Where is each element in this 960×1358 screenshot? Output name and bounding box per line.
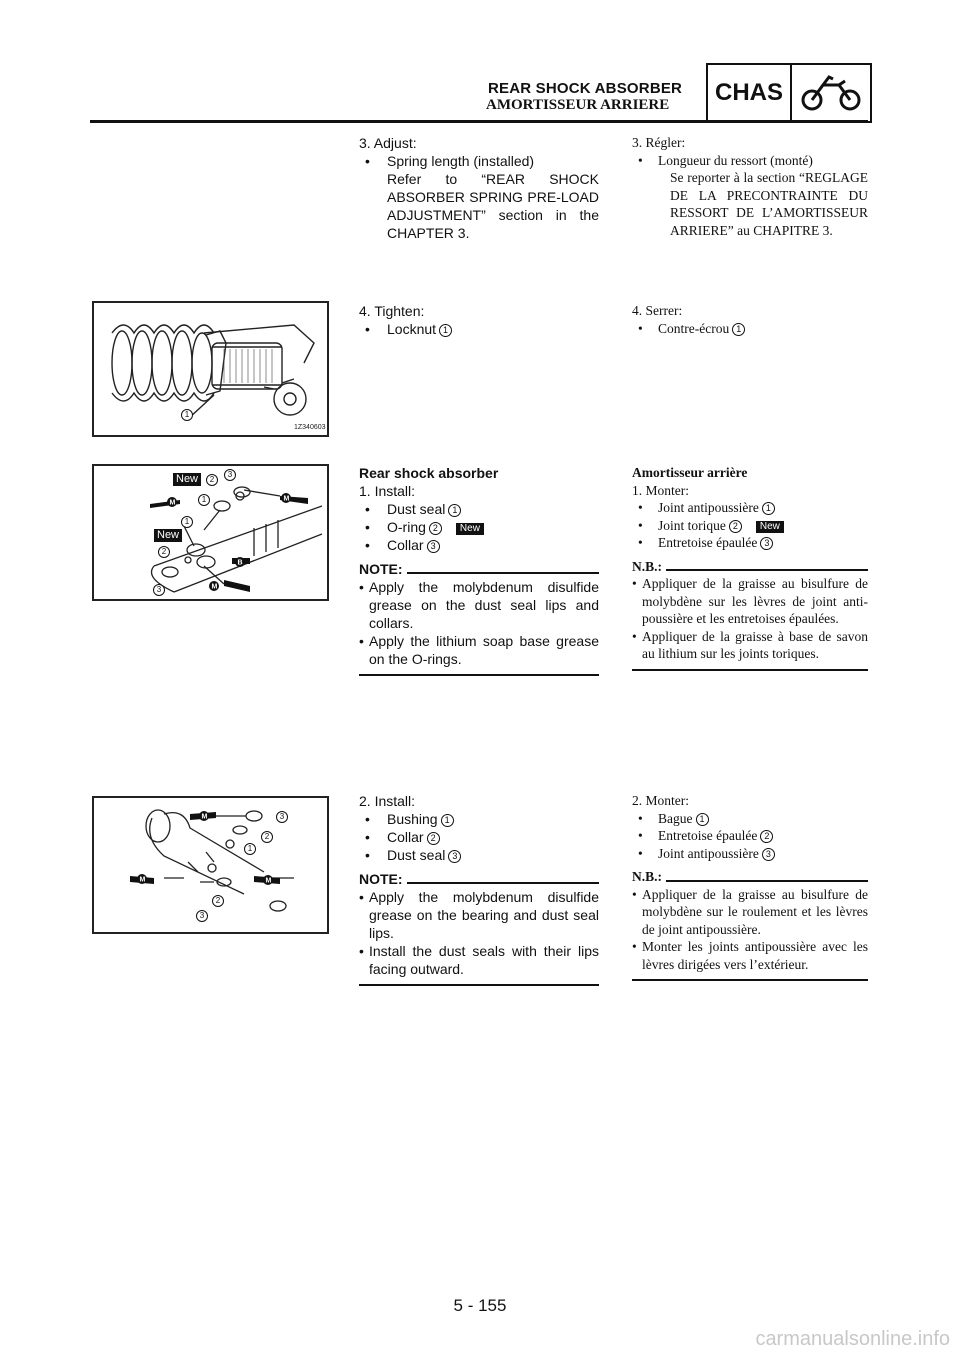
note-title: NOTE: bbox=[359, 871, 403, 887]
tighten-en bbox=[359, 302, 599, 338]
install-item-fr bbox=[632, 534, 868, 552]
step-install: 1. Install: bbox=[359, 483, 416, 499]
install-item-fr-label: Bague bbox=[658, 810, 693, 826]
install-item-fr bbox=[632, 845, 868, 863]
install-item-fr-label: Entretoise épaulée bbox=[658, 535, 758, 550]
new-part-badge: New bbox=[154, 529, 182, 542]
install2-en bbox=[359, 792, 599, 986]
step-install-2-fr: 2. Monter: bbox=[632, 793, 689, 808]
grease-mark: M bbox=[211, 583, 218, 591]
install-item-label: Dust seal bbox=[387, 501, 446, 517]
install-item-fr-label: Joint antipoussière bbox=[658, 845, 759, 861]
figure-swingarm-bushing bbox=[92, 796, 329, 934]
rear-shock-en bbox=[359, 464, 599, 676]
install-item-fr bbox=[632, 810, 868, 828]
callout-number: 2 bbox=[429, 522, 442, 535]
header-rule bbox=[90, 120, 868, 123]
note-end-rule bbox=[632, 669, 868, 671]
note-title-fr: N.B.: bbox=[632, 869, 662, 884]
note-title: NOTE: bbox=[359, 561, 403, 577]
tighten-fr bbox=[632, 302, 868, 337]
step-install-fr: 1. Monter: bbox=[632, 482, 689, 498]
step-tighten: 4. Tighten: bbox=[359, 303, 425, 319]
section-heading: Rear shock absorber bbox=[359, 465, 499, 481]
install-item bbox=[359, 846, 599, 864]
motorcycle-icon bbox=[792, 65, 870, 121]
grease-mark: M bbox=[201, 813, 208, 821]
swingarm-bushing-illustration bbox=[94, 798, 327, 932]
install-item-fr-label: Joint torique bbox=[658, 517, 726, 533]
install-item-fr bbox=[632, 499, 868, 517]
callout-3: 3 bbox=[196, 910, 208, 922]
note-item: • Apply the molybdenum disulfide grease on the dust seal lips and collars. bbox=[359, 578, 599, 632]
callout-number: 3 bbox=[760, 537, 773, 550]
note-item-fr: • Appliquer de la graisse au bisulfure de molybdène sur les lèvres de joint anti-poussière et les entretoises épaulées. bbox=[632, 575, 868, 628]
note-end-rule bbox=[632, 979, 868, 981]
tighten-item-label: Locknut bbox=[387, 321, 437, 337]
callout-number: 1 bbox=[696, 813, 709, 826]
install2-fr bbox=[632, 792, 868, 981]
figure-code: 1Z340603 bbox=[294, 424, 326, 431]
grease-mark: M bbox=[169, 499, 176, 507]
header-title-en: REAR SHOCK ABSORBER bbox=[488, 80, 683, 97]
callout-1: 1 bbox=[181, 409, 193, 421]
step-install-2: 2. Install: bbox=[359, 793, 416, 809]
grease-mark: M bbox=[265, 877, 272, 885]
adjust-en bbox=[359, 134, 599, 242]
install-item-fr-label: Joint antipoussière bbox=[658, 500, 759, 515]
note-header bbox=[359, 870, 599, 888]
step-tighten-fr: 4. Serrer: bbox=[632, 303, 683, 318]
note-item-fr: • Appliquer de la graisse au bisulfure de molybdène sur le roulement et les lèvres de joint antipoussière. bbox=[632, 886, 868, 939]
adjust-reference-fr: Se reporter à la section “REGLAGE DE LA PRECONTRAINTE DU RESSORT DE L’AMORTISSEUR ARRIERE” au CHAPITRE 3. bbox=[670, 170, 868, 238]
note-end-rule bbox=[359, 984, 599, 986]
callout-1: 1 bbox=[198, 494, 210, 506]
callout-number: 3 bbox=[762, 848, 775, 861]
note-rule bbox=[407, 572, 599, 574]
new-part-badge: New bbox=[756, 521, 784, 533]
adjust-reference: Refer to “REAR SHOCK ABSORBER SPRING PRE-LOAD ADJUSTMENT” section in the CHAPTER 3. bbox=[387, 171, 599, 241]
note-item: • Install the dust seals with their lips facing outward. bbox=[359, 942, 599, 978]
adjust-item bbox=[359, 152, 599, 170]
callout-number: 3 bbox=[427, 540, 440, 553]
callout-2: 2 bbox=[206, 474, 218, 486]
header-title-fr: AMORTISSEUR ARRIERE bbox=[486, 97, 670, 113]
note-item-fr: • Monter les joints antipoussière avec les lèvres dirigées vers l’extérieur. bbox=[632, 938, 868, 973]
adjust-item-fr bbox=[632, 152, 868, 170]
install-item-fr bbox=[632, 827, 868, 845]
install-item-label: O-ring bbox=[387, 519, 426, 535]
callout-3: 3 bbox=[224, 469, 236, 481]
note-rule bbox=[666, 569, 868, 571]
note-rule bbox=[666, 880, 868, 882]
step-adjust: 3. Adjust: bbox=[359, 135, 417, 151]
shock-absorber-illustration bbox=[94, 303, 327, 435]
page-number: 5 - 155 bbox=[453, 1296, 507, 1315]
install-item-label: Bushing bbox=[387, 811, 438, 827]
install-item-label: Collar bbox=[387, 829, 424, 845]
callout-2: 2 bbox=[261, 831, 273, 843]
install-item bbox=[359, 518, 599, 536]
section-label: CHAS bbox=[708, 65, 792, 121]
callout-1: 1 bbox=[181, 516, 193, 528]
callout-number: 2 bbox=[729, 520, 742, 533]
note-header-fr bbox=[632, 558, 868, 576]
install-item bbox=[359, 828, 599, 846]
callout-3: 3 bbox=[153, 584, 165, 596]
callout-1: 1 bbox=[244, 843, 256, 855]
tighten-item bbox=[359, 320, 599, 338]
note-end-rule bbox=[359, 674, 599, 676]
grease-mark: B bbox=[237, 559, 243, 567]
figure-shock-locknut bbox=[92, 301, 329, 437]
callout-number: 1 bbox=[441, 814, 454, 827]
grease-mark: M bbox=[283, 495, 290, 503]
tighten-item-fr bbox=[632, 320, 868, 338]
watermark: carmanualsonline.info bbox=[755, 1328, 950, 1350]
install-item-fr bbox=[632, 517, 868, 535]
install-item-fr-label: Entretoise épaulée bbox=[658, 828, 758, 843]
callout-number: 2 bbox=[427, 832, 440, 845]
callout-number: 1 bbox=[448, 504, 461, 517]
section-badge bbox=[706, 63, 872, 123]
note-title-fr: N.B.: bbox=[632, 558, 662, 574]
note-item: • Apply the molybdenum disulfide grease on the bearing and dust seal lips. bbox=[359, 888, 599, 942]
note-header-fr bbox=[632, 868, 868, 886]
new-part-badge: New bbox=[456, 523, 484, 535]
callout-number: 1 bbox=[439, 324, 452, 337]
install-item bbox=[359, 810, 599, 828]
callout-2: 2 bbox=[158, 546, 170, 558]
install-item bbox=[359, 536, 599, 554]
callout-2: 2 bbox=[212, 895, 224, 907]
install-item-label: Collar bbox=[387, 537, 424, 553]
note-rule bbox=[407, 882, 599, 884]
figure-rear-shock-seals bbox=[92, 464, 329, 601]
adjust-fr bbox=[632, 134, 868, 239]
note-header bbox=[359, 560, 599, 578]
adjust-item-fr-label: Longueur du ressort (monté) bbox=[658, 152, 813, 168]
rear-shock-fr bbox=[632, 464, 868, 671]
callout-number-fr: 1 bbox=[732, 323, 745, 336]
new-part-badge: New bbox=[173, 473, 201, 486]
callout-number: 3 bbox=[448, 850, 461, 863]
section-heading-fr: Amortisseur arrière bbox=[632, 465, 748, 480]
callout-number: 2 bbox=[760, 830, 773, 843]
grease-mark: M bbox=[139, 876, 146, 884]
note-item-fr: • Appliquer de la graisse à base de savon au lithium sur les joints toriques. bbox=[632, 628, 868, 663]
adjust-item-label: Spring length (installed) bbox=[387, 153, 535, 169]
step-adjust-fr: 3. Régler: bbox=[632, 135, 686, 150]
install-item bbox=[359, 500, 599, 518]
callout-3: 3 bbox=[276, 811, 288, 823]
callout-number: 1 bbox=[762, 502, 775, 515]
tighten-item-fr-label: Contre-écrou bbox=[658, 320, 730, 336]
note-item: • Apply the lithium soap base grease on the O-rings. bbox=[359, 632, 599, 668]
install-item-label: Dust seal bbox=[387, 847, 446, 863]
